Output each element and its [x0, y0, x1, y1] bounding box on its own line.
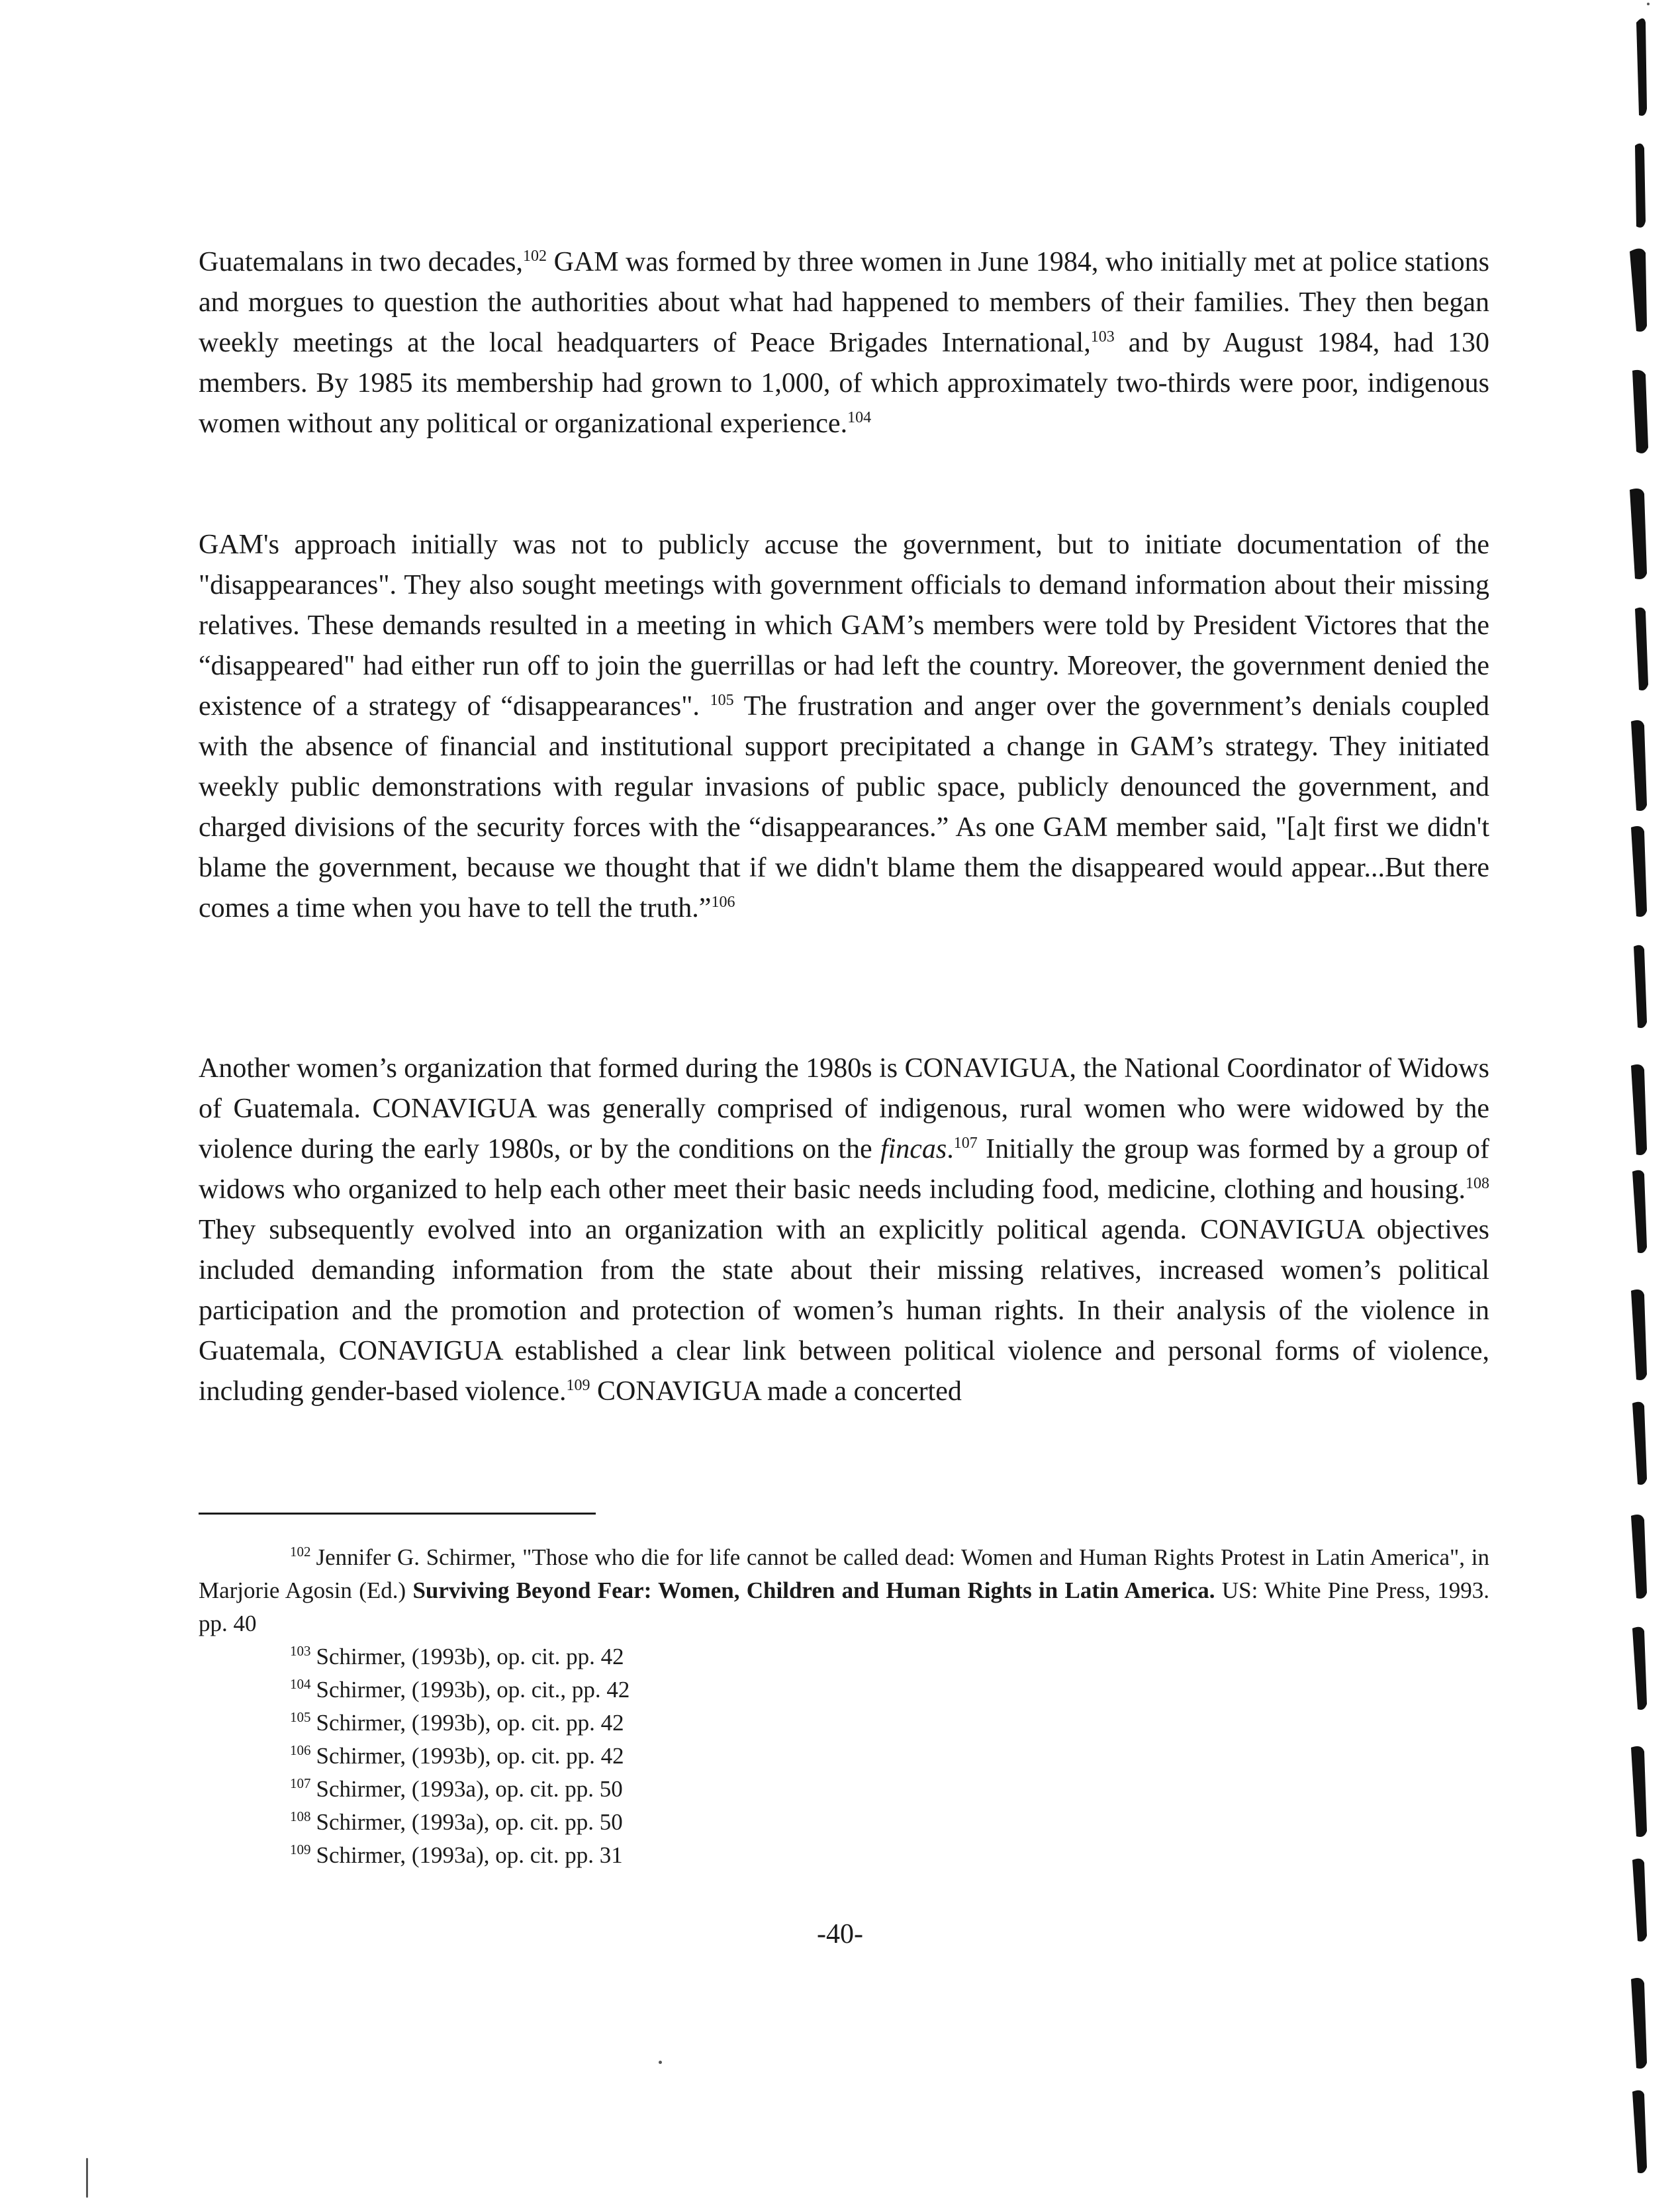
binding-mark	[1632, 370, 1648, 453]
footnote-number: 108	[290, 1808, 311, 1825]
footnote-number: 107	[290, 1775, 311, 1792]
footnote-reference: 109	[566, 1377, 590, 1394]
binding-hole-marks	[1601, 0, 1680, 2201]
footnote-number: 104	[290, 1676, 311, 1693]
body-paragraph-1	[199, 242, 1489, 444]
text-run: Jennifer G. Schirmer, "Those who die for life cannot be called dead: Women and Human Rights Protest in Latin America", in Marjorie Agosin (Ed.)	[199, 1544, 1489, 1603]
footnote-109	[199, 1839, 1489, 1872]
binding-mark	[1630, 489, 1647, 579]
footnote-reference: 105	[710, 692, 734, 709]
binding-mark	[1635, 608, 1648, 690]
binding-mark	[1632, 2090, 1647, 2173]
footnote-reference: 108	[1466, 1175, 1489, 1192]
text-run: The frustration and anger over the government’s denials coupled with the absence of financial and institutional support precipitated a change in GAM’s strategy. They initiated weekly public demonstrations with regular invasions of public space, publicly denounced the government, and charged divisions of the security forces with the “disappearances.” As one GAM member said, "[a]t first we didn't blame the government, because we thought that if we didn't blame them the disappeared would appear...But there comes a time when you have to tell the truth.”	[199, 691, 1489, 923]
body-paragraph-3	[199, 1049, 1489, 1412]
text-run: Schirmer, (1993b), op. cit. pp. 42	[316, 1710, 624, 1736]
binding-mark	[1631, 1978, 1647, 2069]
footnote-number: 109	[290, 1842, 311, 1858]
binding-mark	[1630, 248, 1647, 332]
footnote-reference: 106	[711, 894, 735, 911]
footnote-102	[199, 1541, 1489, 1640]
text-run: Schirmer, (1993a), op. cit. pp. 50	[316, 1809, 623, 1835]
text-run: Schirmer, (1993b), op. cit., pp. 42	[316, 1677, 630, 1703]
text-run: They subsequently evolved into an organization with an explicitly political agenda. CONAVIGUA objectives included demanding information from the state about their missing relatives, increased women’s political participation and the promotion and protection of women’s human rights. In their analysis of the violence in Guatemala, CONAVIGUA established a clear link between political violence and personal forms of violence, including gender-based violence.	[199, 1215, 1489, 1407]
footnote-104	[199, 1673, 1489, 1707]
footnote-108	[199, 1806, 1489, 1839]
binding-mark	[1631, 826, 1647, 917]
italic-text: fincas	[880, 1134, 947, 1164]
footnote-number: 106	[290, 1742, 311, 1759]
binding-mark	[1631, 1289, 1647, 1380]
text-run: Schirmer, (1993a), op. cit. pp. 31	[316, 1842, 623, 1868]
binding-mark	[1631, 720, 1647, 811]
text-run: CONAVIGUA made a concerted	[590, 1376, 962, 1407]
footnote-107	[199, 1773, 1489, 1806]
binding-mark	[1631, 1746, 1647, 1837]
text-run: Guatemalans in two decades,	[199, 247, 524, 277]
text-run: Schirmer, (1993a), op. cit. pp. 50	[316, 1776, 623, 1802]
scan-speck	[1647, 3, 1650, 5]
scan-speck	[659, 2061, 662, 2064]
footnote-number: 105	[290, 1709, 311, 1726]
footnote-105	[199, 1707, 1489, 1740]
footnote-reference: 103	[1090, 328, 1115, 346]
footnote-reference: 107	[953, 1135, 978, 1152]
body-paragraph-2	[199, 525, 1489, 929]
text-run: Schirmer, (1993b), op. cit. pp. 42	[316, 1644, 624, 1669]
binding-mark	[1632, 1402, 1647, 1485]
scan-speck	[86, 2158, 88, 2198]
text-run: GAM was formed by three women in June 1984, who initially met at police stations and morgues to question the authorities about what had happened to members of their families. They then began weekly meetings at the local headquarters of Peace Brigades International,	[199, 247, 1489, 358]
footnote-number: 103	[290, 1643, 311, 1660]
text-run: GAM's approach initially was not to publicly accuse the government, but to initiate documentation of the "disappearances". They also sought meetings with government officials to demand information about their missing relatives. These demands resulted in a meeting in which GAM’s members were told by President Victores that the “disappeared" had either run off to join the guerrillas or had left the country. Moreover, the government denied the existence of a strategy of “disappearances".	[199, 530, 1489, 722]
footnote-separator	[199, 1513, 596, 1515]
binding-mark	[1632, 1859, 1647, 1942]
binding-mark	[1636, 19, 1647, 116]
footnote-reference: 104	[847, 409, 872, 426]
footnote-reference: 102	[523, 248, 547, 265]
footnote-number: 102	[290, 1544, 311, 1560]
binding-mark	[1635, 144, 1646, 228]
footnotes-section	[199, 1541, 1489, 1872]
binding-mark	[1632, 1170, 1647, 1253]
binding-mark	[1631, 1515, 1647, 1599]
text-run: .	[947, 1134, 954, 1164]
text-run: Initially the group was formed by a group of widows who organized to help each other meet their basic needs including food, medicine, clothing and housing.	[199, 1134, 1489, 1205]
text-run: Another women’s organization that formed during the 1980s is CONAVIGUA, the National Coordinator of Widows of Guatemala. CONAVIGUA was generally comprised of indigenous, rural women who were widowed by the violence during the early 1980s, or by the conditions on the	[199, 1053, 1489, 1164]
binding-mark	[1634, 945, 1647, 1028]
text-run: and by August 1984, had 130 members. By 1985 its membership had grown to 1,000, of which approximately two-thirds were poor, indigenous women without any political or organizational experience.	[199, 328, 1490, 439]
text-run: US: White Pine Press, 1993. pp. 40	[199, 1577, 1489, 1636]
binding-mark	[1632, 1627, 1647, 1710]
bold-title: Surviving Beyond Fear: Women, Children and Human Rights in Latin America.	[412, 1577, 1215, 1603]
footnote-103	[199, 1640, 1489, 1673]
text-run: Schirmer, (1993b), op. cit. pp. 42	[316, 1743, 624, 1769]
footnote-106	[199, 1740, 1489, 1773]
binding-mark	[1631, 1064, 1647, 1155]
page-number: -40-	[817, 1919, 863, 1949]
